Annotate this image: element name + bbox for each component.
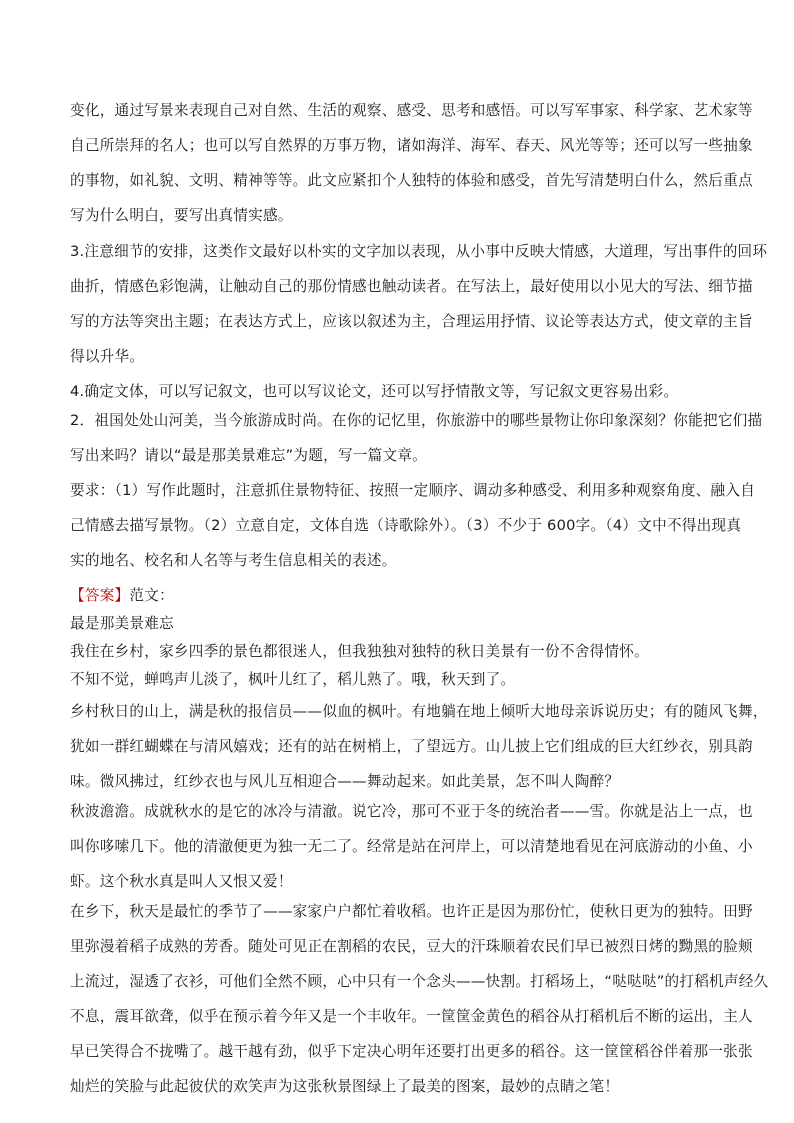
text-line: 2．祖国处处山河美，当今旅游成时尚。在你的记忆里，你旅游中的哪些景物让你印象深刻？你能把它们描 [70,412,763,429]
text-line: 曲折，情感色彩饱满，让触动自己的那份情感也触动读者。在写法上，最好使用以小见大的写法、细节描 [70,278,753,295]
text-line: 要求：（1）写作此题时，注意抓住景物特征、按照一定顺序、调动多种感受、利用多种观察角度、融入自 [70,482,756,499]
text-line: 变化，通过写景来表现自己对自然、生活的观察、感受、思考和感悟。可以写军事家、科学家、艺术家等 [70,102,753,119]
answer-label: 【答案】 [70,587,130,604]
text-line: 味。微风拂过，红纱衣也与风儿互相迎合——舞动起来。如此美景，怎不叫人陶醉？ [70,773,620,790]
text-line: 写为什么明白，要写出真情实感。 [70,207,293,224]
paragraph-intro [70,97,753,224]
text-line: 犹如一群红蝴蝶在与清风嬉戏；还有的站在树梢上，了望远方。山儿披上它们组成的巨大红纱衣，别具韵 [70,738,753,755]
document-page [70,97,769,1095]
text-line: 的事物，如礼貌、文明、精神等等。此文应紧扣个人独特的体验和感受，首先写清楚明白什么，然后重点 [70,172,753,189]
text-line: 上流过，湿透了衣衫，可他们全然不顾，心中只有一个念头——快割。打稻场上，“哒哒哒”的打稻机声经久 [70,973,769,990]
text-line: 实的地名、校名和人名等与考生信息相关的表述。 [70,552,397,569]
text-line: 自己所崇拜的名人；也可以写自然界的万事万物，诸如海洋、海军、春天、风光等等；还可以写一些抽象 [70,137,753,154]
text-line: 里弥漫着稻子成熟的芳香。随处可见正在割稻的农民，豆大的汗珠顺着农民们早已被烈日烤的黝黑的脸颊 [70,938,753,955]
answer-heading [70,582,730,610]
answer-rest: 范文： [129,587,174,604]
text-line: 写出来吗？请以“最是那美景难忘”为题，写一篇文章。 [70,447,428,464]
text-line: 不知不觉，蝉鸣声儿淡了，枫叶儿红了，稻儿熟了。哦，秋天到了。 [70,671,516,688]
essay-title: 最是那美景难忘 [70,615,174,632]
text-line: 3.注意细节的安排，这类作文最好以朴实的文字加以表现，从小事中反映大情感，大道理，写出事件的回环 [70,243,768,260]
question-2 [70,407,763,464]
text-line: 秋波澹澹。成就秋水的是它的冰冷与清澈。说它冷，那可不亚于冬的统治者——雪。你就是沾上一点，也 [70,803,753,820]
paragraph-tip-4 [70,378,730,406]
text-line: 虾。这个秋水真是叫人又恨又爱！ [70,873,293,890]
text-line: 写的方法等突出主题；在表达方式上，应该以叙述为主，合理运用抒情、议论等表达方式，使文章的主旨 [70,313,753,330]
text-line: 乡村秋日的山上，满是秋的报信员——似血的枫叶。有地躺在地上倾听大地母亲诉说历史；有的随风飞舞， [70,703,768,720]
text-line: 不息，震耳欲聋，似乎在预示着今年又是一个丰收年。一筐筐金黄色的稻谷从打稻机后不断的运出，主人 [70,1008,753,1025]
paragraph-tip-3 [70,238,768,365]
text-line: 己情感去描写景物。（2）立意自定，文体自选（诗歌除外）。（3）不少于 600字。（4）文中不得出现真 [70,517,742,534]
text-line: 早已笑得合不拢嘴了。越干越有劲，似乎下定决心明年还要打出更多的稻谷。这一筐筐稻谷伴着那一张张 [70,1043,753,1060]
text-line: 在乡下，秋天是最忙的季节了——家家户户都忙着收稻。也许正是因为那份忙，使秋日更为的独特。田野 [70,903,753,920]
essay-body [70,638,769,1095]
text-line: 灿烂的笑脸与此起彼伏的欢笑声为这张秋景图绿上了最美的图案，最妙的点睛之笔！ [70,1078,620,1095]
text-line: 我住在乡村，家乡四季的景色都很迷人，但我独独对独特的秋日美景有一份不舍得情怀。 [70,643,649,660]
text-line: 4.确定文体，可以写记叙文，也可以写议论文，还可以写抒情散文等，写记叙文更容易出彩。 [70,383,679,400]
text-line: 叫你哆嗦几下。他的清澈便更为独一无二了。经常是站在河岸上，可以清楚地看见在河底游动的小鱼、小 [70,838,753,855]
requirements [70,477,756,569]
text-line: 得以升华。 [70,348,145,365]
